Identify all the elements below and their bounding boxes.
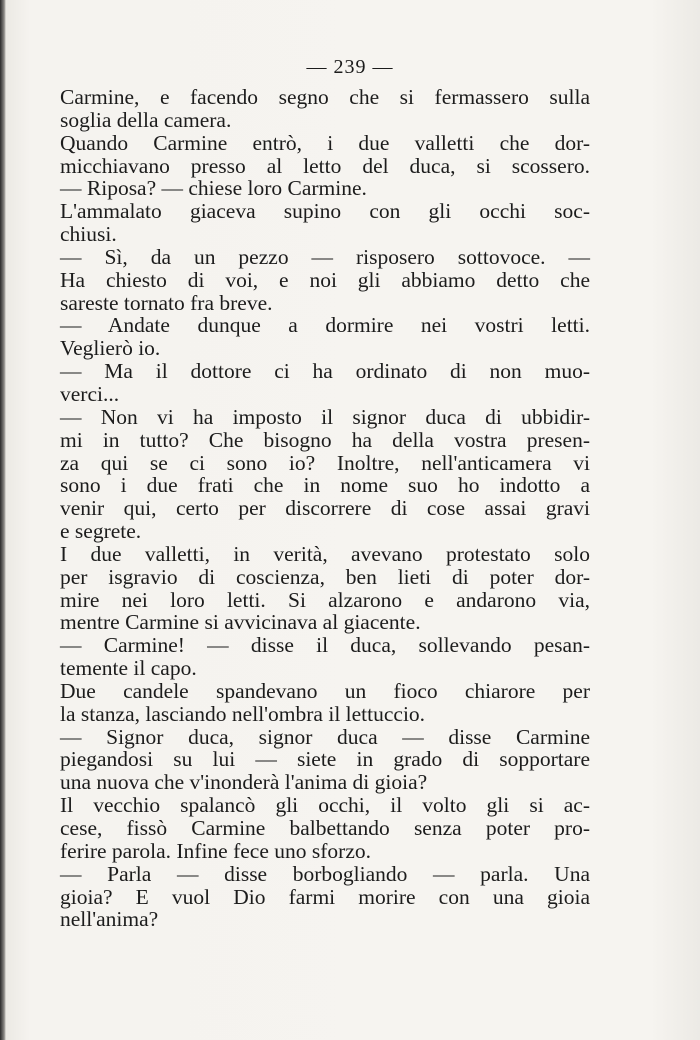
- page-spine-shadow: [0, 0, 6, 1040]
- text-line: I due valletti, in verità, avevano protestato solo: [60, 541, 590, 566]
- text-line: una nuova che v'inonderà l'anima di gioia?: [60, 770, 428, 795]
- page-number: — 239 —: [306, 56, 394, 78]
- text-line: e segrete.: [60, 519, 142, 544]
- text-line: — Parla — disse borbogliando — parla. Una: [60, 861, 590, 886]
- text-line: — Non vi ha imposto il signor duca di ubbidir-: [60, 404, 590, 429]
- text-line: — Riposa? — chiese loro Carmine.: [60, 176, 367, 201]
- text-line: venir qui, certo per discorrere di cose assai gravi: [60, 496, 590, 521]
- text-line: Quando Carmine entrò, i due valletti che dor-: [60, 130, 590, 155]
- text-line: nell'anima?: [60, 907, 159, 932]
- text-line: mire nei loro letti. Si alzarono e andarono via,: [60, 587, 590, 612]
- text-line: L'ammalato giaceva supino con gli occhi soc-: [60, 199, 590, 224]
- text-line: chiusi.: [60, 222, 117, 247]
- text-line: Il vecchio spalancò gli occhi, il volto gli si ac-: [60, 793, 590, 818]
- text-line: soglia della camera.: [60, 107, 232, 132]
- text-line: per isgravio di coscienza, ben lieti di poter dor-: [60, 564, 590, 589]
- text-line: — Sì, da un pezzo — risposero sottovoce. —: [60, 244, 590, 269]
- text-line: piegandosi su lui — siete in grado di sopportare: [60, 747, 590, 772]
- text-line: mi in tutto? Che bisogno ha della vostra presen-: [60, 427, 590, 452]
- text-line: gioia? E vuol Dio farmi morire con una gioia: [60, 884, 590, 909]
- text-line: Ha chiesto di voi, e noi gli abbiamo detto che: [60, 267, 590, 292]
- text-line: la stanza, lasciando nell'ombra il lettuccio.: [60, 701, 426, 726]
- text-line: ferire parola. Infine fece uno sforzo.: [60, 838, 371, 863]
- text-line: Veglierò io.: [60, 336, 161, 361]
- text-line: micchiavano presso al letto del duca, si scossero.: [60, 153, 590, 178]
- text-line: verci...: [60, 381, 120, 406]
- text-line: za qui se ci sono io? Inoltre, nell'anticamera vi: [60, 450, 590, 475]
- text-line: Due candele spandevano un fioco chiarore per: [60, 678, 590, 703]
- text-line: sareste tornato fra breve.: [60, 290, 273, 315]
- text-line: cese, fissò Carmine balbettando senza poter pro-: [60, 816, 590, 840]
- text-line: — Carmine! — disse il duca, sollevando pesan-: [60, 633, 590, 658]
- text-line: Carmine, e facendo segno che si fermassero sulla: [60, 85, 590, 109]
- text-line: sono i due frati che in nome suo ho indotto a: [60, 473, 590, 498]
- text-line: — Ma il dottore ci ha ordinato di non muo-: [60, 359, 590, 384]
- text-line: temente il capo.: [60, 656, 197, 681]
- text-line: — Andate dunque a dormire nei vostri letti.: [60, 313, 590, 338]
- body-text: [60, 86, 590, 931]
- text-line: — Signor duca, signor duca — disse Carmine: [60, 724, 590, 749]
- text-line: mentre Carmine si avvicinava al giacente.: [60, 610, 421, 635]
